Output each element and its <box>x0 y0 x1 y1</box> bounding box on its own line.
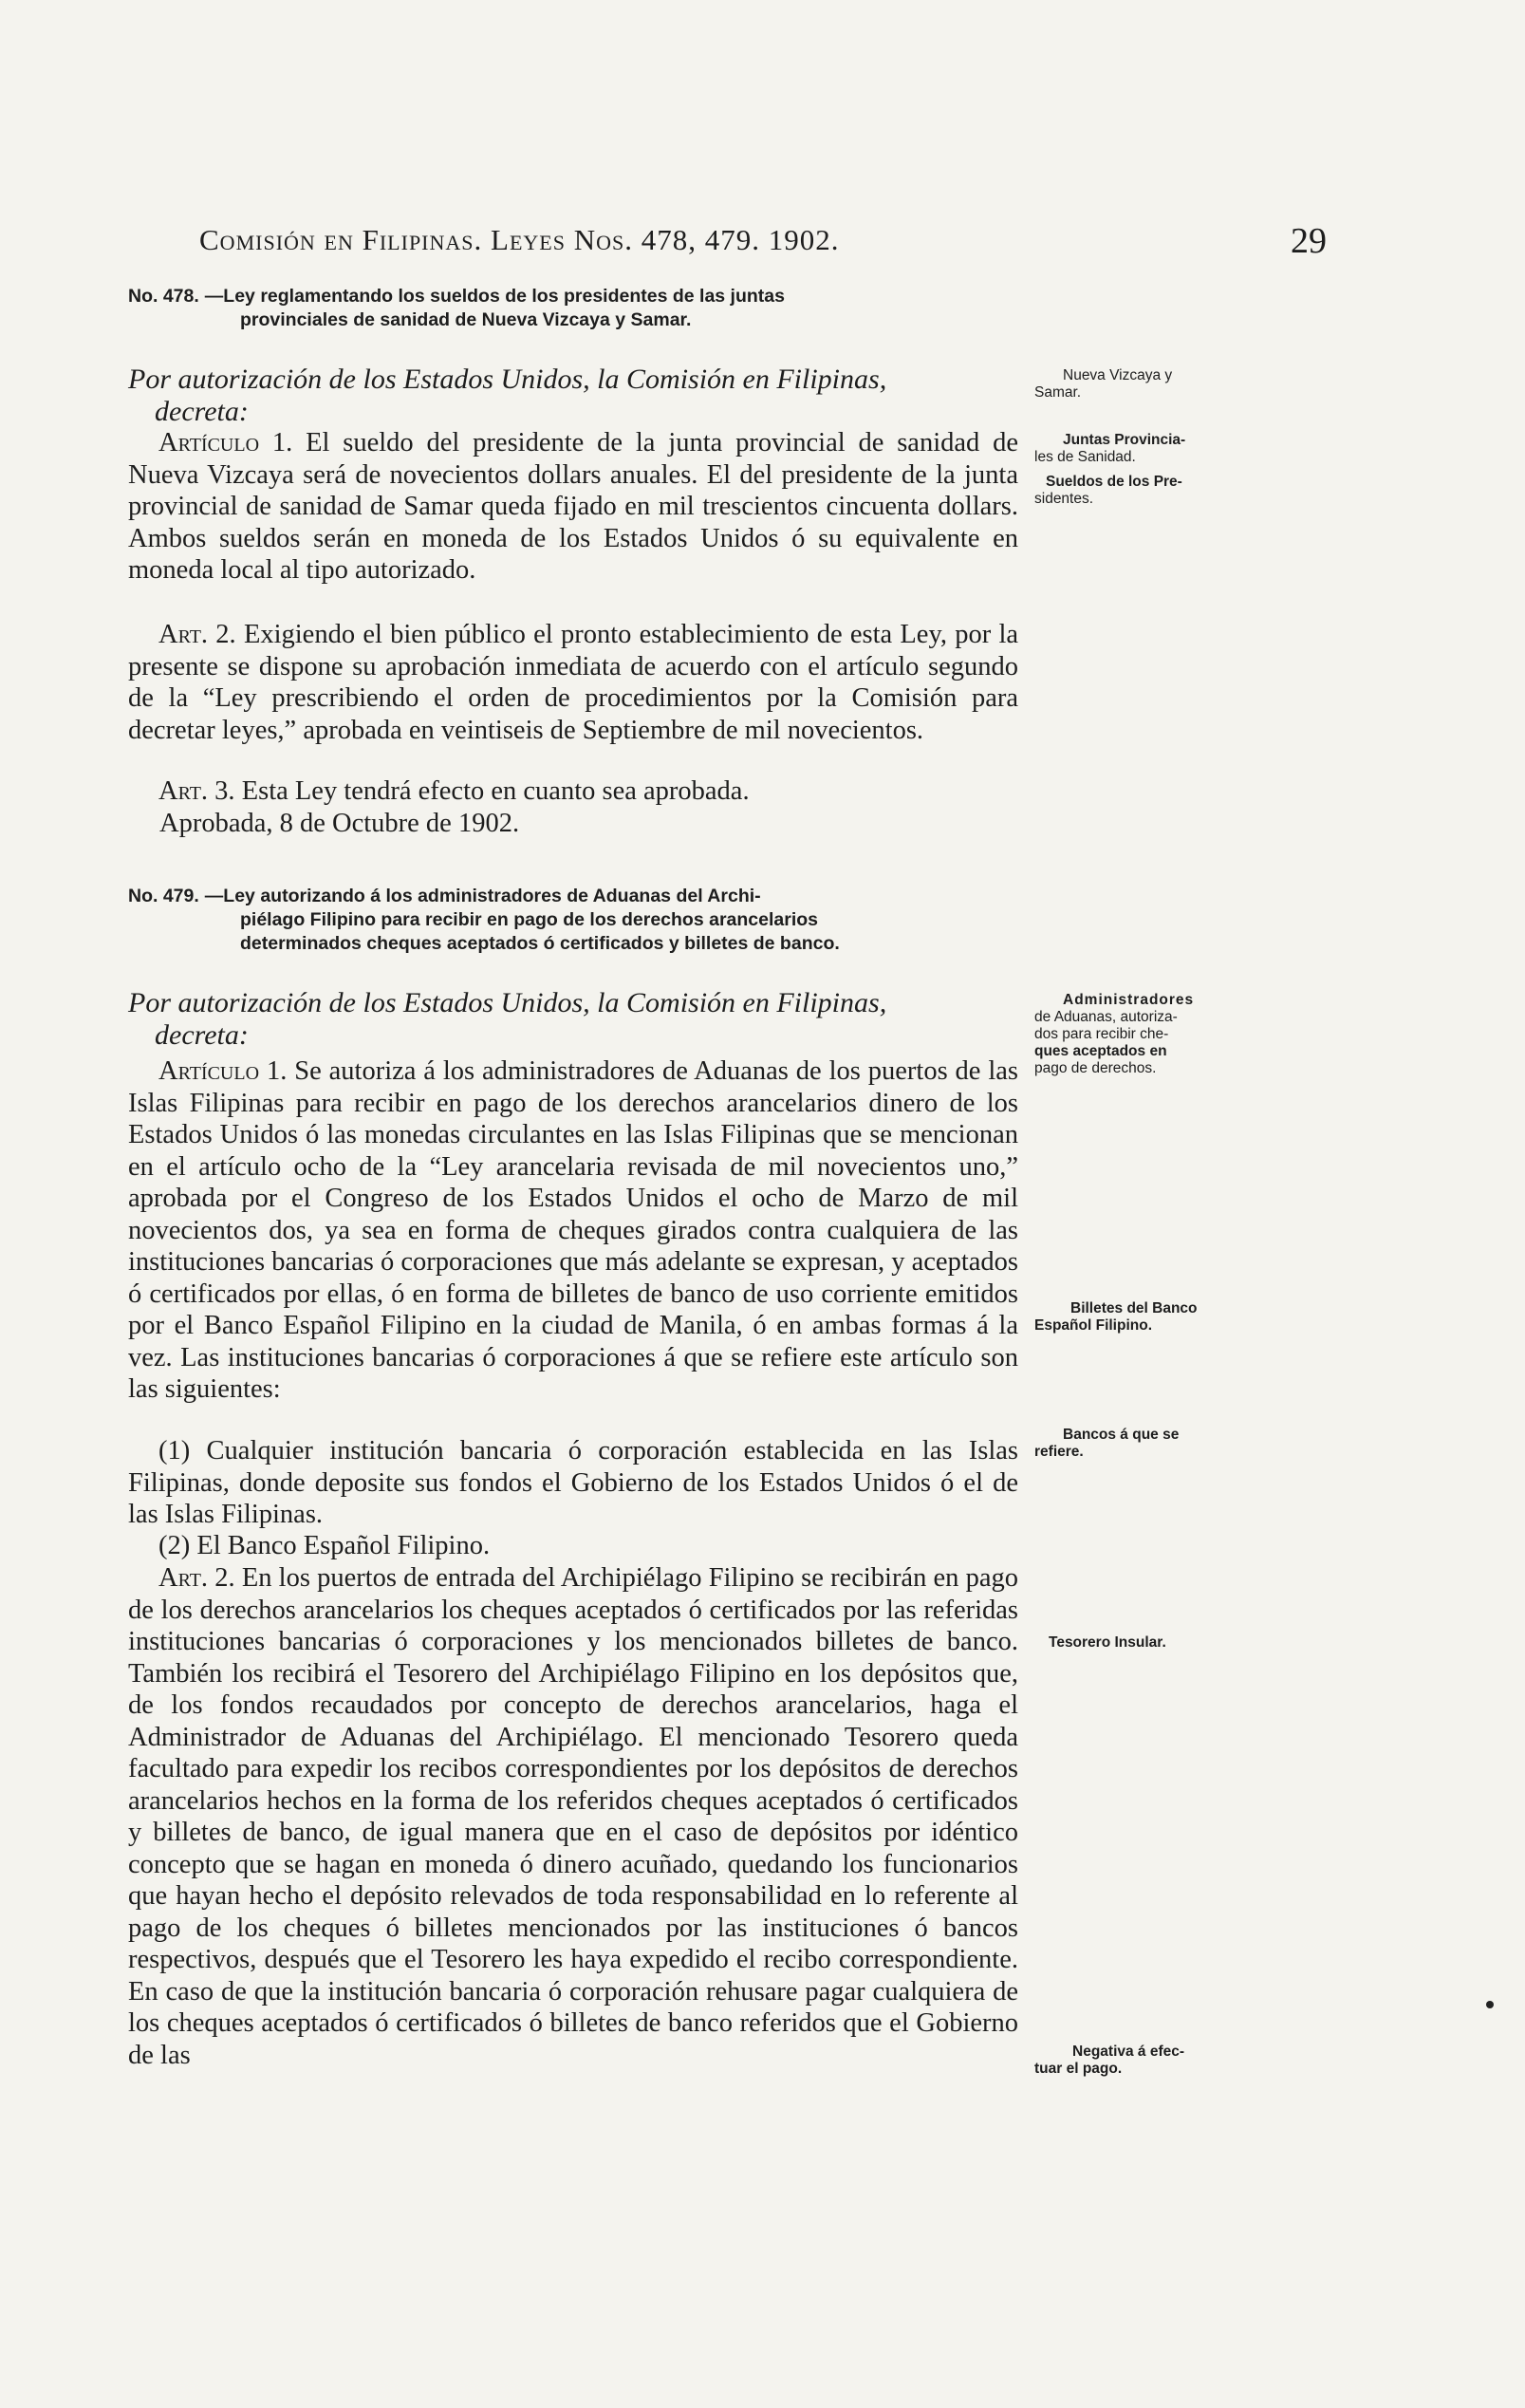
margin-note-bancos: Bancos á que se refiere. <box>1034 1427 1180 1460</box>
law-478-article-2 <box>128 619 1018 746</box>
margin-note-sueldos: Sueldos de los Pre- sidentes. <box>1034 474 1182 507</box>
margin-note-tesorero: Tesorero Insular. <box>1049 1634 1166 1651</box>
law-478-title-line1: —Ley reglamentando los sueldos de los presidentes de las juntas <box>204 286 785 307</box>
law-478-title-line2: provinciales de sanidad de Nueva Vizcaya y Samar. <box>240 309 692 330</box>
law-478-enacting-clause <box>128 364 1020 428</box>
law-479-title-line1: —Ley autorizando á los administradores de Aduanas del Archi- <box>204 886 761 906</box>
law-478-art1-text: El sueldo del presidente de la junta provincial de sanidad de Nueva Vizcaya será de novecientos dollars anuales. El del presidente de la junta provincial de sanidad de Samar queda fijado en mil trescientos cincuenta dollars. Ambos sueldos serán en moneda de los Estados Unidos ó su equivalente en moneda local al tipo autorizado. <box>128 428 1019 585</box>
running-title: Comisión en Filipinas. Leyes Nos. 478, 479. 1902. <box>199 223 840 256</box>
law-478-article-3 <box>128 775 1018 808</box>
law-478-number: No. 478. <box>128 286 199 307</box>
margin-note-nueva-vizcaya: Nueva Vizcaya y Samar. <box>1034 367 1173 401</box>
margin-note-juntas-provinciales: Juntas Provincia- les de Sanidad. <box>1034 432 1186 465</box>
law-478-art1-label: Artículo 1. <box>158 428 293 457</box>
law-479-art1-text: Se autoriza á los administradores de Aduanas de los puertos de las Islas Filipinas para recibir en pago de los derechos arancelarios dinero de los Estados Unidos ó las monedas circulantes en las Islas Filipinas que se mencionan en el artículo ocho de la “Ley arancelaria revisada de mil novecientos uno,” aprobada por el Congreso de los Estados Unidos el ocho de Marzo de mil novecientos dos, ya sea en forma de cheques girados contra cualquiera de las instituciones bancarias ó corporaciones que más adelante se expresan, y aceptados ó certificados por ellas, ó en forma de billetes de banco de uso corriente emitidos por el Banco Español Filipino en la ciudad de Manila, ó en ambas formas á la vez. Las instituciones bancarias ó corporaciones á que se refiere este artículo son las siguientes: <box>128 1056 1019 1404</box>
law-479-art2-text: En los puertos de entrada del Archipiélago Filipino se recibirán en pago de los derechos arancelarios los cheques aceptados ó certificados por las referidas instituciones bancarias ó corporaciones y los mencionados billetes de banco. También los recibirá el Tesorero del Archipiélago Filipino en los depósitos que, de los fondos recaudados por concepto de derechos arancelarios, haga el Administrador de Aduanas del Archipiélago. El mencionado Tesorero queda facultado para expedir los recibos correspondientes por los depósitos de derechos arancelarios hechos en la forma de los referidos cheques aceptados ó certificados y billetes de banco, de igual manera que en el caso de depósitos por idéntico concepto que se hagan en moneda ó dinero acuñado, quedando los funcionarios que hayan hecho el depósito relevados de toda responsabilidad en lo referente al pago de los cheques ó billetes mencionados por las instituciones ó bancos respectivos, después que el Tesorero les haya expedido el recibo correspondiente. En caso de que la institución bancaria ó corporación rehusare pagar cualquiera de los cheques aceptados ó certificados ó billetes de banco referidos que el Gobierno de las <box>128 1563 1018 2070</box>
margin-note-billetes: Billetes del Banco Español Filipino. <box>1034 1300 1198 1334</box>
margin-note-administradores: Administradores de Aduanas, autoriza- dos para recibir che- ques aceptados en pago de derechos. <box>1034 992 1195 1076</box>
law-479-item-1: (1) Cualquier institución bancaria ó corporación establecida en las Islas Filipinas, donde deposite sus fondos el Gobierno de los Estados Unidos ó el de las Islas Filipinas. <box>128 1436 1018 1529</box>
law-479-art1-label: Artículo 1. <box>158 1056 288 1086</box>
law-478-enacting-line2: decreta: <box>155 396 249 427</box>
law-479-heading <box>128 885 1020 956</box>
law-479-number: No. 479. <box>128 886 199 906</box>
law-478-art3-text: Esta Ley tendrá efecto en cuanto sea aprobada. <box>241 776 750 806</box>
law-479-article-1 <box>128 1055 1018 1406</box>
law-479-art2-label: Art. 2. <box>158 1563 235 1593</box>
law-478-art3-label: Art. 3. <box>158 776 235 806</box>
law-478-art2-text: Exigiendo el bien público el pronto establecimiento de esta Ley, por la presente se dispone su aprobación inmediata de acuerdo con el artículo segundo de la “Ley prescribiendo el orden de procedimientos por la Comisión para decretar leyes,” aprobada en veintiseis de Septiembre de mil novecientos. <box>128 620 1019 745</box>
page-speck <box>1486 2001 1494 2008</box>
law-479-enacting-line2: decreta: <box>155 1019 249 1051</box>
law-479-title-line2: piélago Filipino para recibir en pago de los derechos arancelarios <box>240 909 819 930</box>
law-479-enacting-line1: Por autorización de los Estados Unidos, la Comisión en Filipinas, <box>128 987 887 1018</box>
law-479-article-2 <box>128 1562 1018 2071</box>
law-479-item-2: (2) El Banco Español Filipino. <box>158 1531 491 1560</box>
law-479-enacting-clause <box>128 987 1020 1052</box>
page-number: 29 <box>1291 221 1327 261</box>
law-479-title-line3: determinados cheques aceptados ó certificados y billetes de banco. <box>240 933 840 954</box>
law-478-enacting-line1: Por autorización de los Estados Unidos, la Comisión en Filipinas, <box>128 364 887 395</box>
law-478-article-1 <box>128 427 1018 587</box>
law-478-heading <box>128 285 1020 332</box>
margin-note-negativa: Negativa á efec- tuar el pago. <box>1034 2044 1185 2077</box>
law-478-approval-date: Aprobada, 8 de Octubre de 1902. <box>159 809 520 838</box>
law-478-art2-label: Art. 2. <box>158 620 236 649</box>
